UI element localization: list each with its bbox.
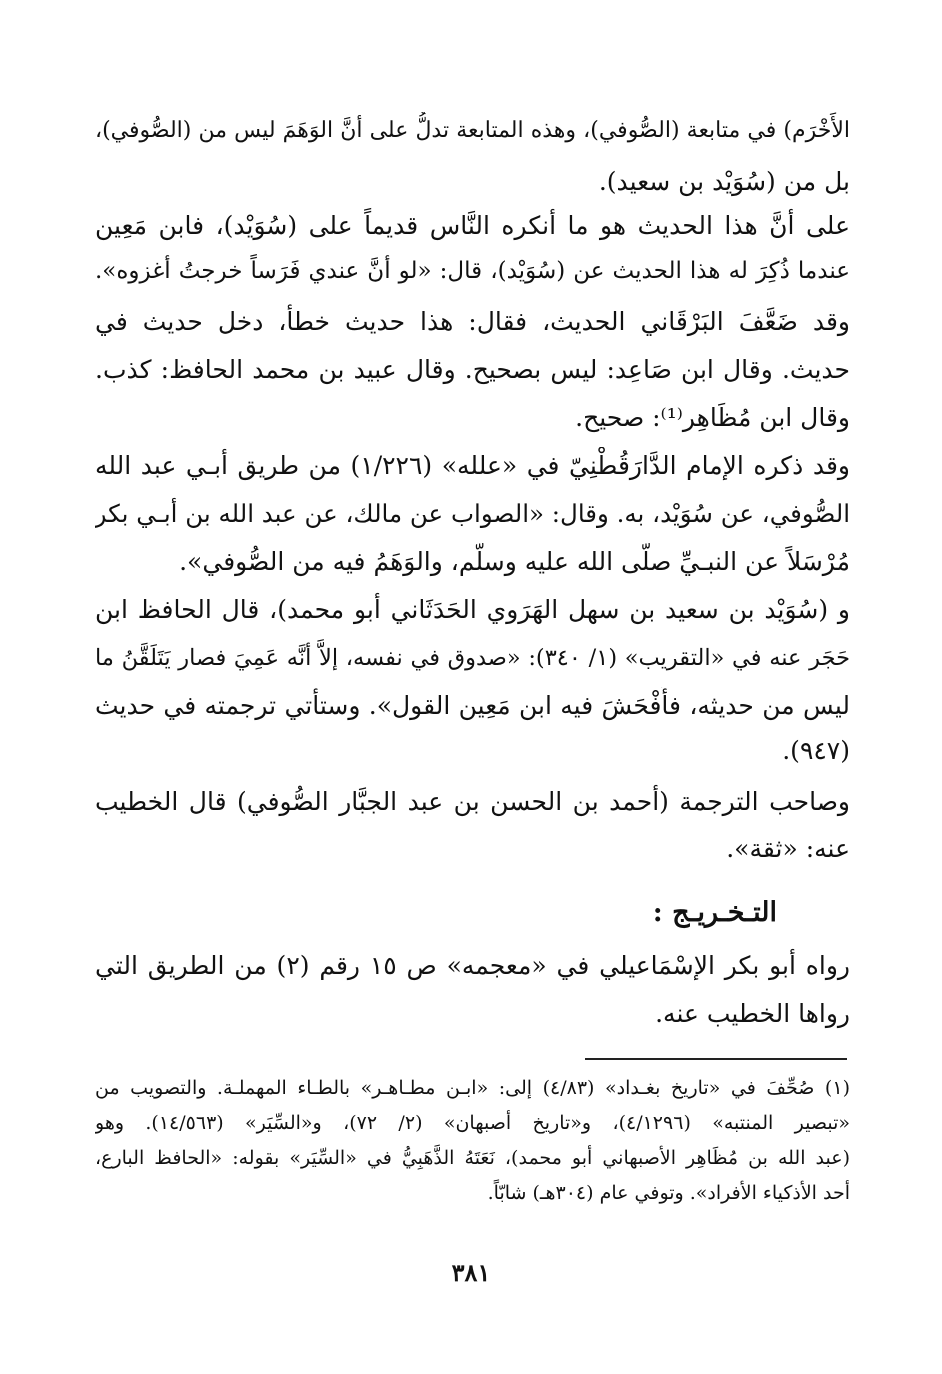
body-line-16: عنه: «ثقة». xyxy=(726,834,850,863)
footnote-separator xyxy=(585,1058,847,1060)
takhrij-heading: التـخـريـج : xyxy=(652,897,777,928)
body-line-12: حَجَر عنه في «التقريب» (١/ ٣٤٠): «صدوق في نفسه، إلاَّ أنَّه عَمِيَ فصار يَتَلَقَّنُ ما xyxy=(95,645,850,671)
body-line-3: على أنَّ هذا الحديث هو ما أنكره النَّاس قديماً على (سُوَيْد)، فابن مَعِين xyxy=(95,211,850,240)
body-line-6: حديث. وقال ابن صَاعِد: ليس بصحيح. وقال عبيد بن محمد الحافظ: كذب. xyxy=(95,355,850,384)
body-line-5: وقد ضَعَّفَ البَرْقَاني الحديث، فقال: هذا حديث خطأ، دخل حديث في xyxy=(95,307,850,336)
takhrij-line-2: رواها الخطيب عنه. xyxy=(655,999,850,1028)
body-line-4: عندما ذُكِرَ له هذا الحديث عن (سُوَيْد)، قال: «لو أنَّ عندي فَرَساً خرجتُ أغزوه». xyxy=(95,258,850,284)
body-line-7: وقال ابن مُظَاهِر⁽¹⁾: صحيح. xyxy=(575,403,850,432)
takhrij-line-1: رواه أبو بكر الإسْمَاعيلي في «معجمه» ص ١٥ رقم (٢) من الطريق التي xyxy=(95,951,850,980)
body-line-9: الصُّوفي، عن سُوَيْد، به. وقال: «الصواب عن مالك، عن عبد الله بن أبـي بكر xyxy=(95,499,850,528)
body-line-10: مُرْسَلاً عن النبـيِّ صلَّى الله عليه وسلَّم، والوَهَمُ فيه من الصُّوفي». xyxy=(179,547,850,576)
page-number: ٣٨١ xyxy=(451,1258,491,1287)
footnote-line-3: (عبد الله بن مُظَاهِر الأصبهاني أبو محمد)، نَعَتَهُ الذَّهَبِيُّ في «السِّيَر» بقوله: «الحافظ البارع، xyxy=(95,1147,850,1169)
body-line-11: و (سُوَيْد بن سعيد بن سهل الهَرَوي الحَدَثَاني أبو محمد)، قال الحافظ ابن xyxy=(95,595,850,624)
footnote-line-1: (١) صُحِّفَ في «تاريخ بغـداد» (٤/٨٣) إلى: «ابـن مطـاهـر» بالطـاء المهملـة. والتصويب من xyxy=(95,1077,850,1099)
footnote-line-2: «تبصير المنتبه» (٤/١٢٩٦)، و«تاريخ أصبهان» (٢/ ٧٢)، و«السِّيَر» (١٤/٥٦٣). وهو xyxy=(95,1112,850,1134)
body-line-2: بل من (سُوَيْد بن سعيد). xyxy=(598,167,850,196)
footnote-line-4: أحد الأذكياء الأفراد». وتوفي عام (٣٠٤هـ) شابّاً. xyxy=(487,1182,850,1204)
body-line-1: الأَخْرَم) في متابعة (الصُّوفي)، وهذه المتابعة تدلُّ على أنَّ الوَهَمَ ليس من (الصُّوفي)، xyxy=(95,118,850,143)
body-line-15: وصاحب الترجمة (أحمد بن الحسن بن عبد الجبَّار الصُّوفي) قال الخطيب xyxy=(95,787,850,816)
body-line-13: ليس من حديثه، فأَفْحَشَ فيه ابن مَعِين القول». وستأتي ترجمته في حديث xyxy=(95,691,850,720)
body-line-8: وقد ذكره الإمام الدَّارَقُطْنِيّ في «علله» (١/٢٢٦) من طريق أبـي عبد الله xyxy=(95,451,850,480)
body-line-14: (٩٤٧). xyxy=(782,736,850,765)
